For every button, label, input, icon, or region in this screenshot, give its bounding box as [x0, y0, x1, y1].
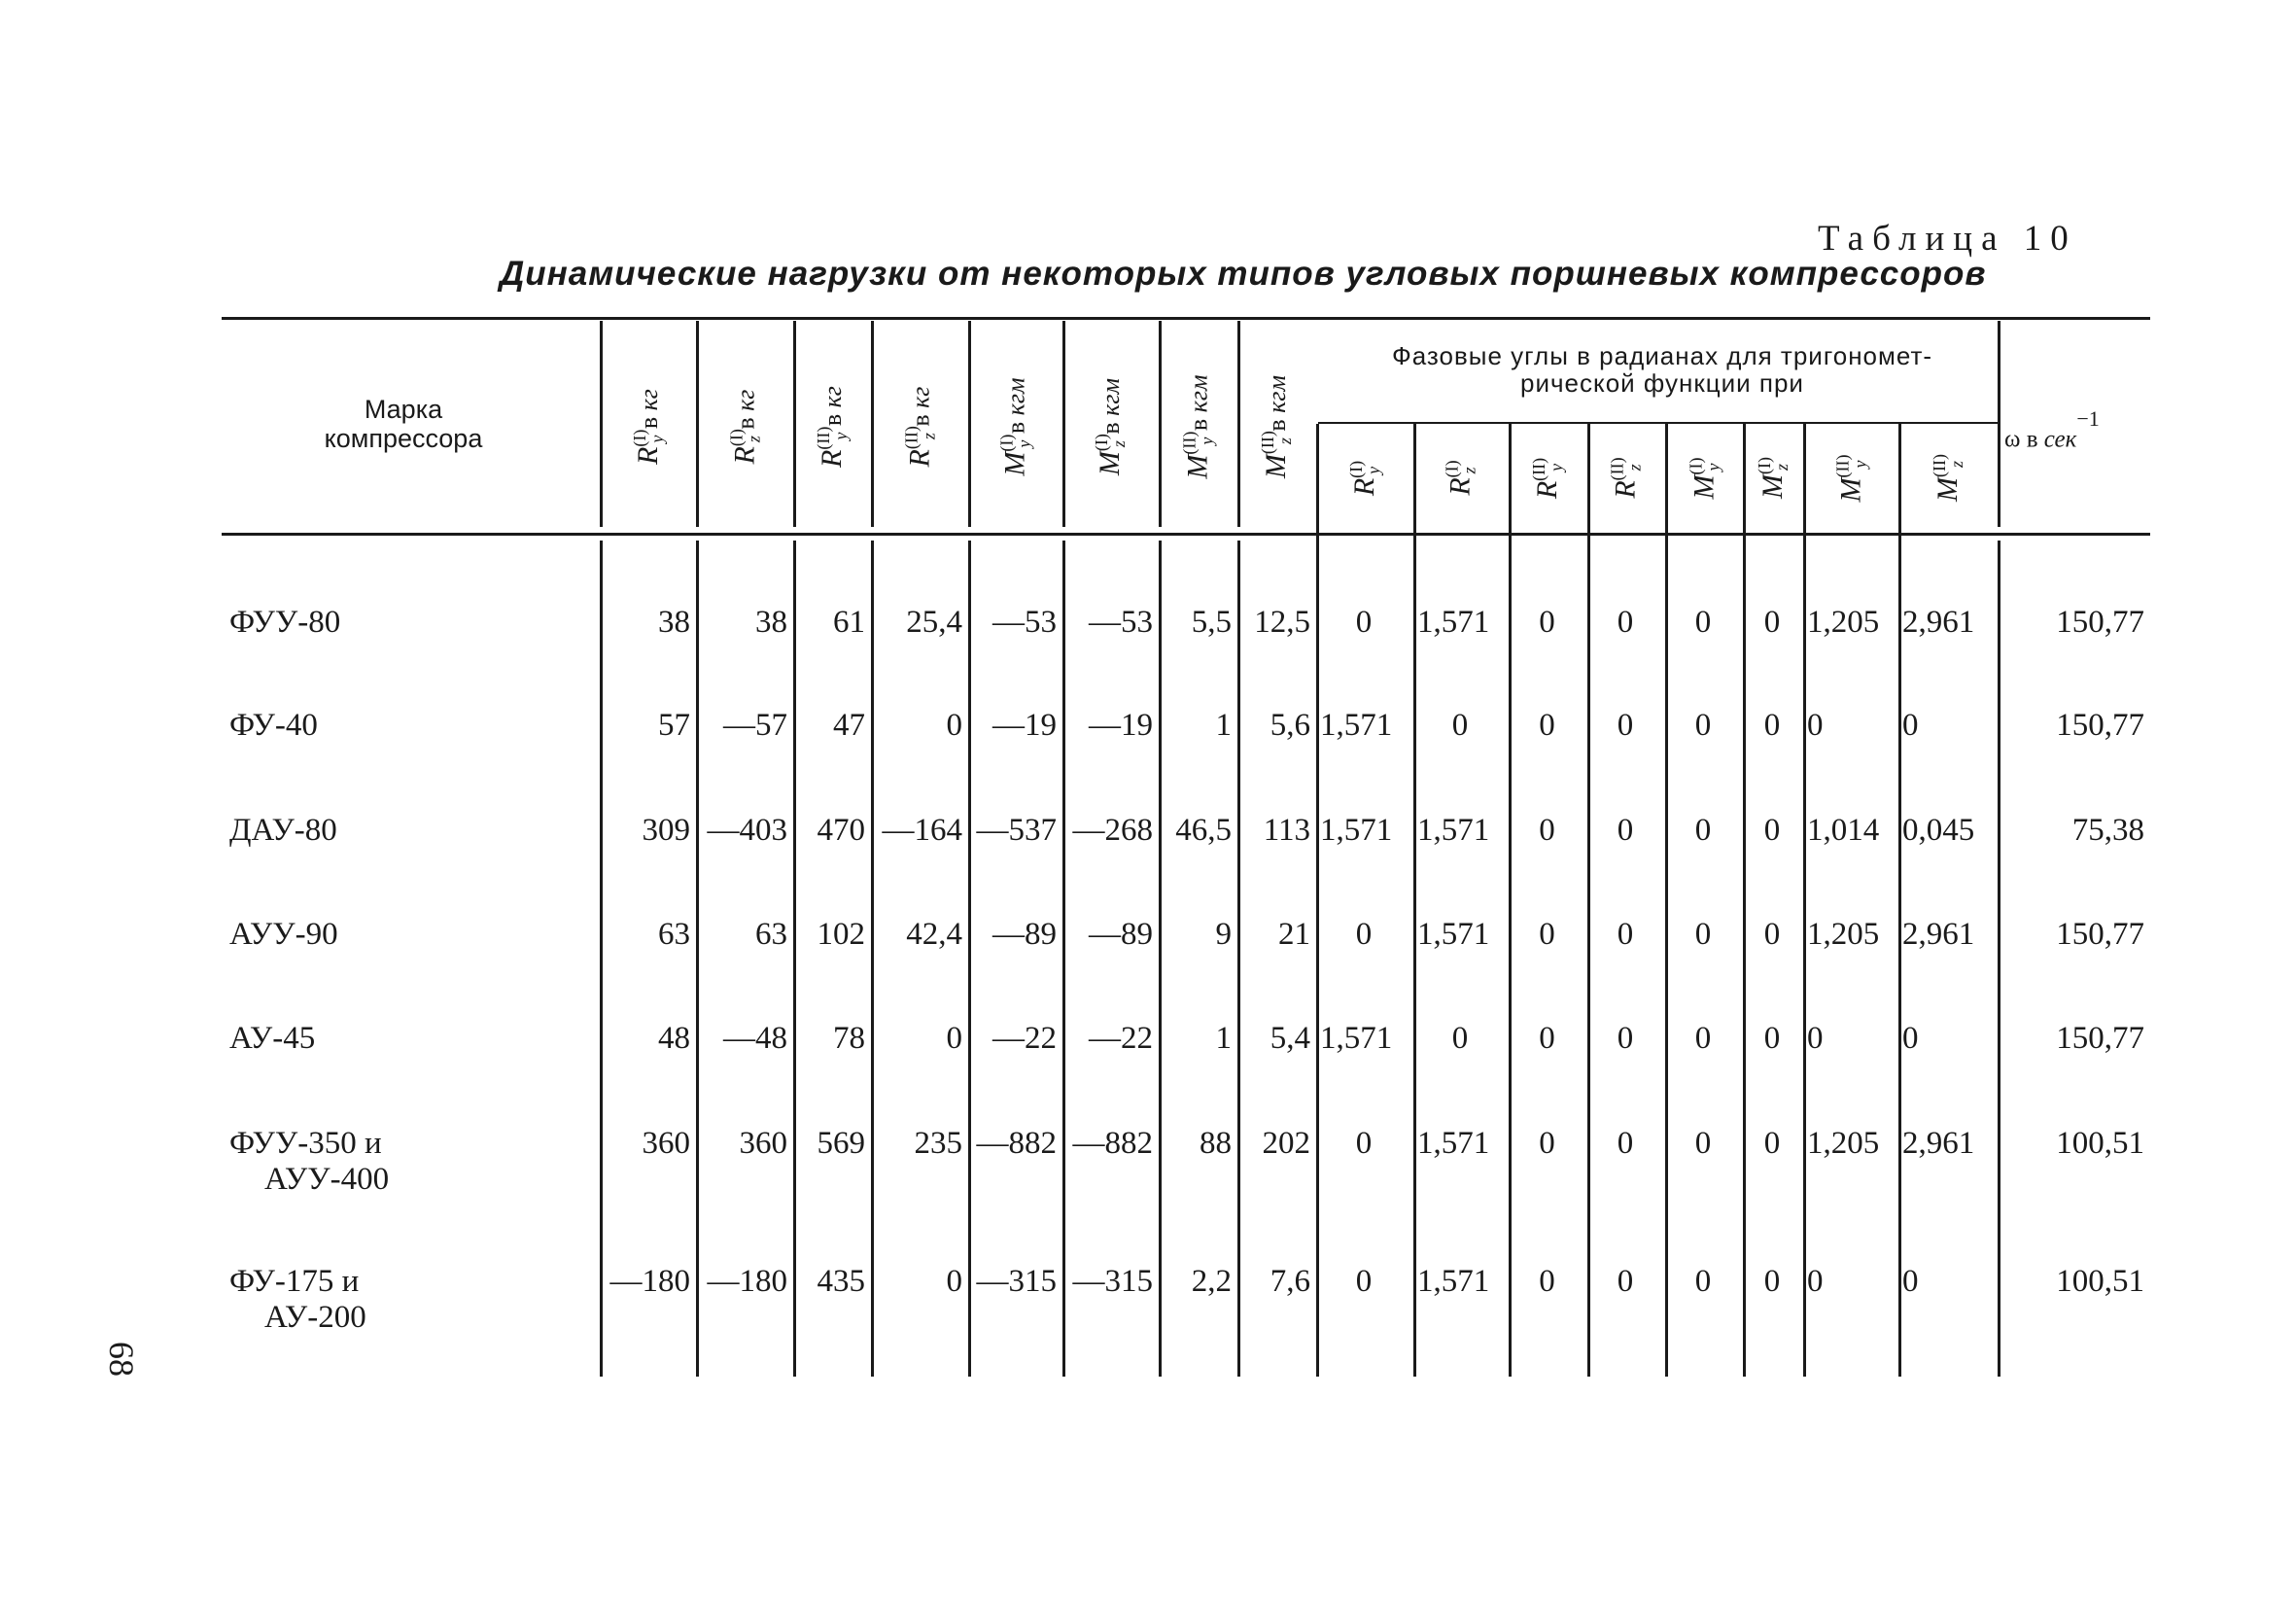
table-cell: —22 — [1089, 1021, 1153, 1056]
table-cell: 0,045 — [1902, 813, 1975, 848]
header-bottom-rule — [222, 533, 2150, 536]
table-cell: 0 — [1539, 605, 1555, 640]
table-cell: 5,5 — [1191, 605, 1232, 640]
column-header-label — [722, 390, 767, 465]
table-cell: 102 — [817, 917, 865, 952]
column-header-label — [1751, 457, 1795, 499]
subscript: y — [1702, 463, 1722, 472]
table-cell: 0 — [1763, 1264, 1781, 1299]
superscript: (I) — [629, 429, 649, 447]
table-cell: 100,51 — [2056, 1264, 2144, 1299]
table-cell: 0 — [1763, 813, 1781, 848]
table-cell: —19 — [1089, 708, 1153, 743]
unit-word: в — [1001, 415, 1030, 440]
brand-line: ДАУ-80 — [229, 813, 337, 848]
table-cell: 0 — [946, 1264, 962, 1299]
body-column-rule — [1413, 541, 1416, 1377]
column-header — [871, 327, 968, 527]
column-header-label — [1176, 374, 1221, 478]
column-header — [1509, 434, 1587, 529]
column-header-label — [1604, 457, 1649, 499]
column-header-label — [1926, 454, 1970, 502]
table-cell: —53 — [1089, 605, 1153, 640]
symbol: M — [998, 451, 1031, 476]
table-cell: 88 — [1200, 1126, 1232, 1161]
table-cell: 0 — [1617, 1264, 1634, 1299]
unit-word: в — [1263, 412, 1292, 438]
table-cell: 0 — [1763, 1021, 1781, 1056]
table-cell: —268 — [1072, 813, 1153, 848]
table-cell: 0 — [1617, 917, 1634, 952]
symbol: R — [631, 446, 664, 465]
subscript: y — [831, 432, 851, 440]
table-cell: 0 — [1763, 708, 1781, 743]
table-cell: 0 — [1539, 708, 1555, 743]
header-phase-line2: рической функции при — [1520, 368, 1804, 398]
table-cell: 0 — [1694, 1264, 1712, 1299]
body-column-rule — [1665, 541, 1668, 1377]
table-cell: 0 — [1694, 917, 1712, 952]
superscript: (II) — [1529, 457, 1549, 481]
table-cell: 0 — [1355, 1264, 1373, 1299]
table-label: Таблица 10 — [1818, 219, 2077, 259]
symbol: M — [1260, 454, 1293, 479]
column-header — [1159, 327, 1237, 527]
table-cell: 0 — [1807, 1264, 1824, 1299]
unit: кг — [818, 386, 847, 408]
subscript: y — [1197, 437, 1217, 445]
table-cell: 0 — [1617, 1021, 1634, 1056]
body-column-rule — [1062, 541, 1065, 1377]
table-cell: 63 — [755, 917, 787, 952]
table-cell: 0 — [1539, 917, 1555, 952]
column-header — [1316, 434, 1413, 529]
table-cell: 0 — [1902, 1264, 1919, 1299]
table-title: Динамические нагрузки от некоторых типов угловых поршневых компрессоров — [500, 255, 1987, 293]
table-cell: 1,205 — [1807, 917, 1880, 952]
column-header-label — [993, 377, 1038, 475]
table-cell: 360 — [642, 1126, 690, 1161]
header-brand — [253, 395, 554, 453]
column-header — [1898, 434, 1998, 529]
header-omega-exponent: −1 — [2076, 406, 2100, 431]
table-cell: 2,2 — [1191, 1264, 1232, 1299]
symbol: R — [1444, 477, 1477, 496]
page-number: 68 — [102, 1342, 141, 1377]
table-cell: 1,571 — [1320, 813, 1393, 848]
table-cell: 1,571 — [1417, 917, 1490, 952]
table-cell: 1,014 — [1807, 813, 1880, 848]
table-cell: 7,6 — [1270, 1264, 1310, 1299]
subscript: z — [1275, 437, 1296, 445]
table-cell: 0 — [1694, 1126, 1712, 1161]
table-cell: 470 — [817, 813, 865, 848]
row-compressor-brand — [229, 708, 318, 744]
table-cell: —180 — [609, 1264, 690, 1299]
table-cell: 0 — [1539, 1126, 1555, 1161]
brand-line: ФУУ-350 и — [229, 1126, 382, 1161]
unit: кг — [634, 389, 663, 411]
column-header-label — [897, 387, 942, 468]
table-cell: —315 — [976, 1264, 1057, 1299]
table-cell: 1,205 — [1807, 605, 1880, 640]
subscript: y — [646, 435, 667, 443]
table-cell: —48 — [723, 1021, 787, 1056]
table-cell: 0 — [946, 1021, 962, 1056]
superscript: (I) — [725, 429, 746, 447]
table-cell: 1,571 — [1320, 1021, 1393, 1056]
table-cell: 1,571 — [1417, 605, 1490, 640]
row-compressor-brand — [229, 1021, 315, 1057]
table-cell: 38 — [755, 605, 787, 640]
subscript: y — [1849, 460, 1869, 469]
column-header — [793, 327, 871, 527]
superscript: (II) — [1831, 454, 1852, 478]
table-cell: 12,5 — [1254, 605, 1310, 640]
superscript: (II) — [1607, 457, 1627, 481]
row-compressor-brand — [229, 917, 338, 953]
table-cell: 0 — [1902, 1021, 1919, 1056]
row-compressor-brand — [229, 605, 340, 641]
unit: кгм — [1263, 374, 1292, 413]
column-header — [1803, 434, 1898, 529]
column-header — [1743, 434, 1803, 529]
symbol: M — [1931, 477, 1964, 502]
table-cell: 57 — [658, 708, 690, 743]
table-cell: 46,5 — [1175, 813, 1232, 848]
table-cell: 0 — [1617, 708, 1634, 743]
column-header-label — [1439, 460, 1483, 496]
subscript: z — [743, 436, 763, 443]
table-cell: 1,571 — [1417, 1126, 1490, 1161]
table-cell: 48 — [658, 1021, 690, 1056]
symbol: M — [1687, 474, 1720, 500]
body-column-rule — [1803, 541, 1806, 1377]
table-cell: 1,571 — [1417, 813, 1490, 848]
table-cell: —164 — [882, 813, 962, 848]
table-cell: —22 — [992, 1021, 1057, 1056]
subscript: z — [1947, 461, 1966, 469]
brand-line: АУ-200 — [264, 1300, 366, 1335]
table-cell: —315 — [1072, 1264, 1153, 1299]
body-column-rule — [1587, 541, 1590, 1377]
superscript: (II) — [1930, 454, 1949, 477]
unit: кгм — [1096, 377, 1126, 416]
table-cell: 0 — [1694, 1021, 1712, 1056]
table-cell: 150,77 — [2056, 1021, 2144, 1056]
table-cell: —57 — [723, 708, 787, 743]
subscript: z — [1459, 467, 1479, 474]
body-column-rule — [1509, 541, 1512, 1377]
column-header-label — [810, 386, 854, 468]
table-cell: 0 — [1694, 605, 1712, 640]
header-brand-line1: Марка — [364, 395, 443, 424]
table-cell: 21 — [1278, 917, 1310, 952]
table-cell: 0 — [1617, 813, 1634, 848]
body-column-rule — [600, 541, 603, 1377]
table-cell: 47 — [833, 708, 865, 743]
unit: кгм — [1184, 374, 1213, 413]
superscript: (I) — [1755, 457, 1774, 474]
table-cell: 2,961 — [1902, 1126, 1975, 1161]
column-header — [1062, 327, 1159, 527]
table-cell: 360 — [739, 1126, 787, 1161]
phase-group-rule — [1318, 422, 1998, 424]
table-cell: —53 — [992, 605, 1057, 640]
table-cell: 0 — [1807, 1021, 1824, 1056]
brand-line: АУ-45 — [229, 1021, 316, 1056]
column-header — [1587, 434, 1665, 529]
row-compressor-brand — [229, 1126, 389, 1198]
body-column-rule — [1743, 541, 1746, 1377]
subscript: y — [1364, 466, 1383, 474]
table-cell: 0 — [1694, 708, 1712, 743]
unit: кгм — [1001, 377, 1030, 416]
body-column-rule — [1237, 541, 1240, 1377]
table-cell: 1 — [1215, 708, 1232, 743]
header-brand-line2: компрессора — [324, 424, 483, 453]
table-cell: 1 — [1215, 1021, 1232, 1056]
table-cell: 0 — [1807, 708, 1824, 743]
symbol: R — [1531, 480, 1564, 500]
brand-line: АУУ-400 — [264, 1162, 390, 1197]
superscript: (II) — [814, 426, 833, 450]
table-cell: 78 — [833, 1021, 865, 1056]
brand-line: ФУУ-80 — [229, 605, 341, 640]
table-cell: 0 — [1539, 1264, 1555, 1299]
superscript: (I) — [1442, 460, 1462, 478]
table-cell: —882 — [1072, 1126, 1153, 1161]
table-cell: 150,77 — [2056, 605, 2144, 640]
table-cell: 0 — [1617, 1126, 1634, 1161]
symbol: R — [902, 449, 935, 468]
body-column-rule — [871, 541, 874, 1377]
unit-word: в — [634, 410, 663, 436]
superscript: (I) — [1092, 434, 1112, 452]
superscript: (II) — [1179, 431, 1200, 455]
row-compressor-brand — [229, 813, 337, 849]
symbol: R — [1348, 477, 1380, 497]
table-cell: 309 — [642, 813, 690, 848]
body-column-rule — [1998, 541, 2000, 1377]
column-header — [1665, 434, 1743, 529]
table-cell: 150,77 — [2056, 708, 2144, 743]
table-cell: 5,6 — [1270, 708, 1310, 743]
table-cell: —403 — [707, 813, 787, 848]
body-column-rule — [968, 541, 971, 1377]
body-column-rule — [1316, 541, 1319, 1377]
table-cell: 38 — [658, 605, 690, 640]
symbol: R — [816, 449, 848, 468]
table-cell: 235 — [914, 1126, 962, 1161]
column-header-label — [1526, 457, 1571, 500]
column-header — [1413, 434, 1509, 529]
unit-word: в — [905, 407, 934, 434]
table-top-rule — [222, 317, 2150, 320]
superscript: (I) — [996, 434, 1017, 452]
symbol: M — [1833, 477, 1866, 503]
table-cell: 113 — [1263, 813, 1310, 848]
unit-word: в — [730, 410, 759, 437]
body-column-rule — [1159, 541, 1162, 1377]
body-column-rule — [793, 541, 796, 1377]
subscript: z — [1109, 440, 1130, 448]
unit-word: в — [1096, 415, 1126, 441]
column-header-label — [626, 389, 671, 465]
symbol: R — [727, 446, 760, 465]
table-cell: —19 — [992, 708, 1057, 743]
table-cell: 0 — [1763, 1126, 1781, 1161]
header-omega — [2004, 406, 2150, 453]
symbol: R — [1609, 480, 1642, 499]
table-cell: 0 — [1763, 605, 1781, 640]
table-cell: 0 — [1451, 708, 1469, 743]
subscript: z — [1772, 464, 1792, 472]
table-cell: 435 — [817, 1264, 865, 1299]
table-cell: —89 — [1089, 917, 1153, 952]
table-cell: 0 — [1355, 917, 1373, 952]
table-cell: 0 — [946, 708, 962, 743]
table-cell: 25,4 — [906, 605, 962, 640]
header-omega-unit: сек — [2043, 426, 2077, 453]
subscript: y — [1014, 439, 1034, 448]
table-cell: 202 — [1262, 1126, 1310, 1161]
column-header — [696, 327, 793, 527]
superscript: (I) — [1685, 457, 1705, 475]
subscript: y — [1547, 463, 1567, 472]
subscript: z — [1624, 464, 1645, 472]
unit: кг — [905, 386, 934, 408]
table-cell: 0 — [1694, 813, 1712, 848]
superscript: (II) — [900, 426, 921, 450]
unit: кг — [730, 389, 759, 411]
table-cell: 2,961 — [1902, 605, 1975, 640]
column-header-label — [1682, 457, 1726, 500]
table-cell: 63 — [658, 917, 690, 952]
table-cell: 0 — [1539, 1021, 1555, 1056]
unit-word: в — [818, 407, 847, 433]
column-header-label — [1342, 460, 1387, 497]
table-cell: —882 — [976, 1126, 1057, 1161]
table-cell: 0 — [1355, 605, 1373, 640]
table-cell: 75,38 — [2071, 813, 2144, 848]
symbol: M — [1094, 451, 1127, 476]
subscript: z — [918, 433, 938, 440]
table-cell: 0 — [1902, 708, 1919, 743]
table-cell: —537 — [976, 813, 1057, 848]
column-header — [1237, 327, 1316, 527]
table-cell: 5,4 — [1270, 1021, 1310, 1056]
table-cell: 0 — [1763, 917, 1781, 952]
brand-line: ФУ-175 и — [229, 1264, 360, 1299]
table-cell: 0 — [1355, 1126, 1373, 1161]
brand-line: АУУ-90 — [229, 917, 338, 952]
header-phase-line1: Фазовые углы в радианах для тригономет- — [1391, 341, 1933, 370]
header-omega-symbol: ω в — [2004, 426, 2038, 453]
unit-word: в — [1184, 412, 1213, 437]
table-cell: 1,205 — [1807, 1126, 1880, 1161]
table-cell: 2,961 — [1902, 917, 1975, 952]
table-cell: —89 — [992, 917, 1057, 952]
superscript: (II) — [1258, 431, 1278, 455]
table-cell: 42,4 — [906, 917, 962, 952]
table-cell: 100,51 — [2056, 1126, 2144, 1161]
body-column-rule — [1898, 541, 1901, 1377]
table-cell: 0 — [1617, 605, 1634, 640]
symbol: M — [1757, 474, 1789, 499]
column-header-label — [1255, 375, 1300, 478]
table-cell: 150,77 — [2056, 917, 2144, 952]
table-cell: 0 — [1451, 1021, 1469, 1056]
body-column-rule — [696, 541, 699, 1377]
row-compressor-brand — [229, 1264, 366, 1336]
column-header — [600, 327, 696, 527]
brand-line: ФУ-40 — [229, 708, 318, 743]
table-cell: 0 — [1539, 813, 1555, 848]
table-cell: —180 — [707, 1264, 787, 1299]
column-header-label — [1089, 378, 1133, 475]
table-cell: 1,571 — [1320, 708, 1393, 743]
table-cell: 61 — [833, 605, 865, 640]
symbol: M — [1181, 454, 1214, 479]
table-cell: 569 — [817, 1126, 865, 1161]
column-header — [968, 327, 1062, 527]
superscript: (I) — [1346, 460, 1366, 478]
column-header-label — [1828, 454, 1873, 503]
header-phase-angles — [1322, 342, 2002, 397]
table-cell: 1,571 — [1417, 1264, 1490, 1299]
table-cell: 9 — [1215, 917, 1232, 952]
